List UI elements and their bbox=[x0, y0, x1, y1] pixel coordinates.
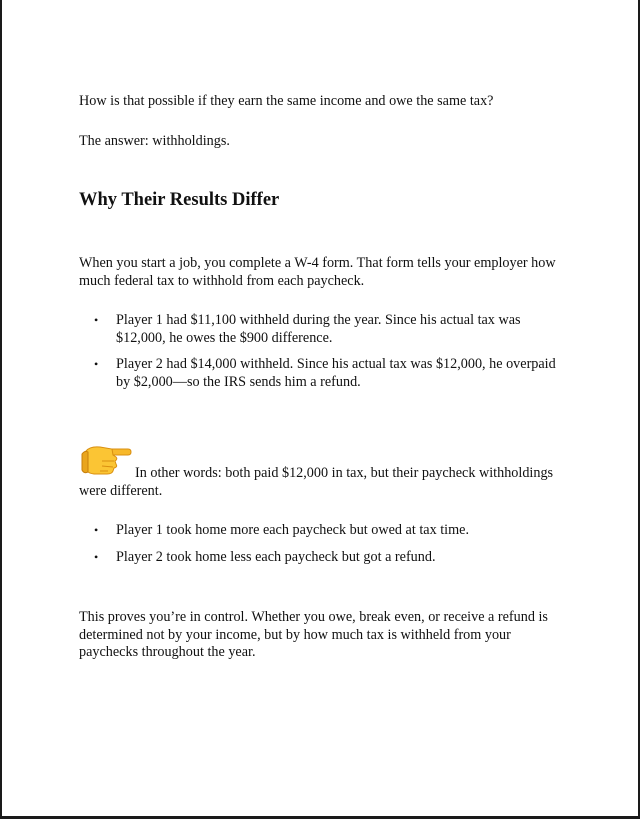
bullet-icon: • bbox=[94, 549, 99, 564]
document-body bbox=[79, 93, 569, 662]
list-item-text: Player 1 had $11,100 withheld during the year. Since his actual tax was $12,000, he owes the $900 difference. bbox=[116, 312, 521, 346]
bullet-icon: • bbox=[94, 313, 99, 327]
w4-explanation: When you start a job, you complete a W-4 form. That form tells your employer how much federal tax to withhold from each paycheck. bbox=[79, 255, 556, 289]
list-item-text: Player 2 had $14,000 withheld. Since his actual tax was $12,000, he overpaid by $2,000—so the IRS sends him a refund. bbox=[116, 356, 556, 390]
answer-line: The answer: withholdings. bbox=[79, 132, 230, 149]
list-item-text: Player 1 took home more each paycheck but owed at tax time. bbox=[116, 522, 469, 538]
intro-question: How is that possible if they earn the same income and owe the same tax? bbox=[79, 93, 494, 109]
section-heading: Why Their Results Differ bbox=[79, 190, 280, 210]
note-text: In other words: both paid $12,000 in tax, but their paycheck withholdings were different. bbox=[79, 465, 554, 499]
list-item bbox=[79, 356, 569, 391]
conclusion-paragraph: This proves you’re in control. Whether you owe, break even, or receive a refund is determined not by your income, but by how much tax is withheld from your paychecks throughout the year. bbox=[79, 609, 548, 660]
bullet-icon: • bbox=[94, 523, 99, 537]
list-item bbox=[79, 312, 569, 347]
takehome-comparison-list bbox=[79, 522, 569, 566]
list-item bbox=[79, 549, 569, 567]
note-block bbox=[79, 437, 569, 500]
bullet-icon: • bbox=[94, 357, 99, 371]
list-item bbox=[79, 522, 569, 540]
page-border-left bbox=[0, 0, 2, 819]
list-item-text: Player 2 took home less each paycheck but got a refund. bbox=[116, 548, 436, 565]
player-withholding-list bbox=[79, 312, 569, 391]
